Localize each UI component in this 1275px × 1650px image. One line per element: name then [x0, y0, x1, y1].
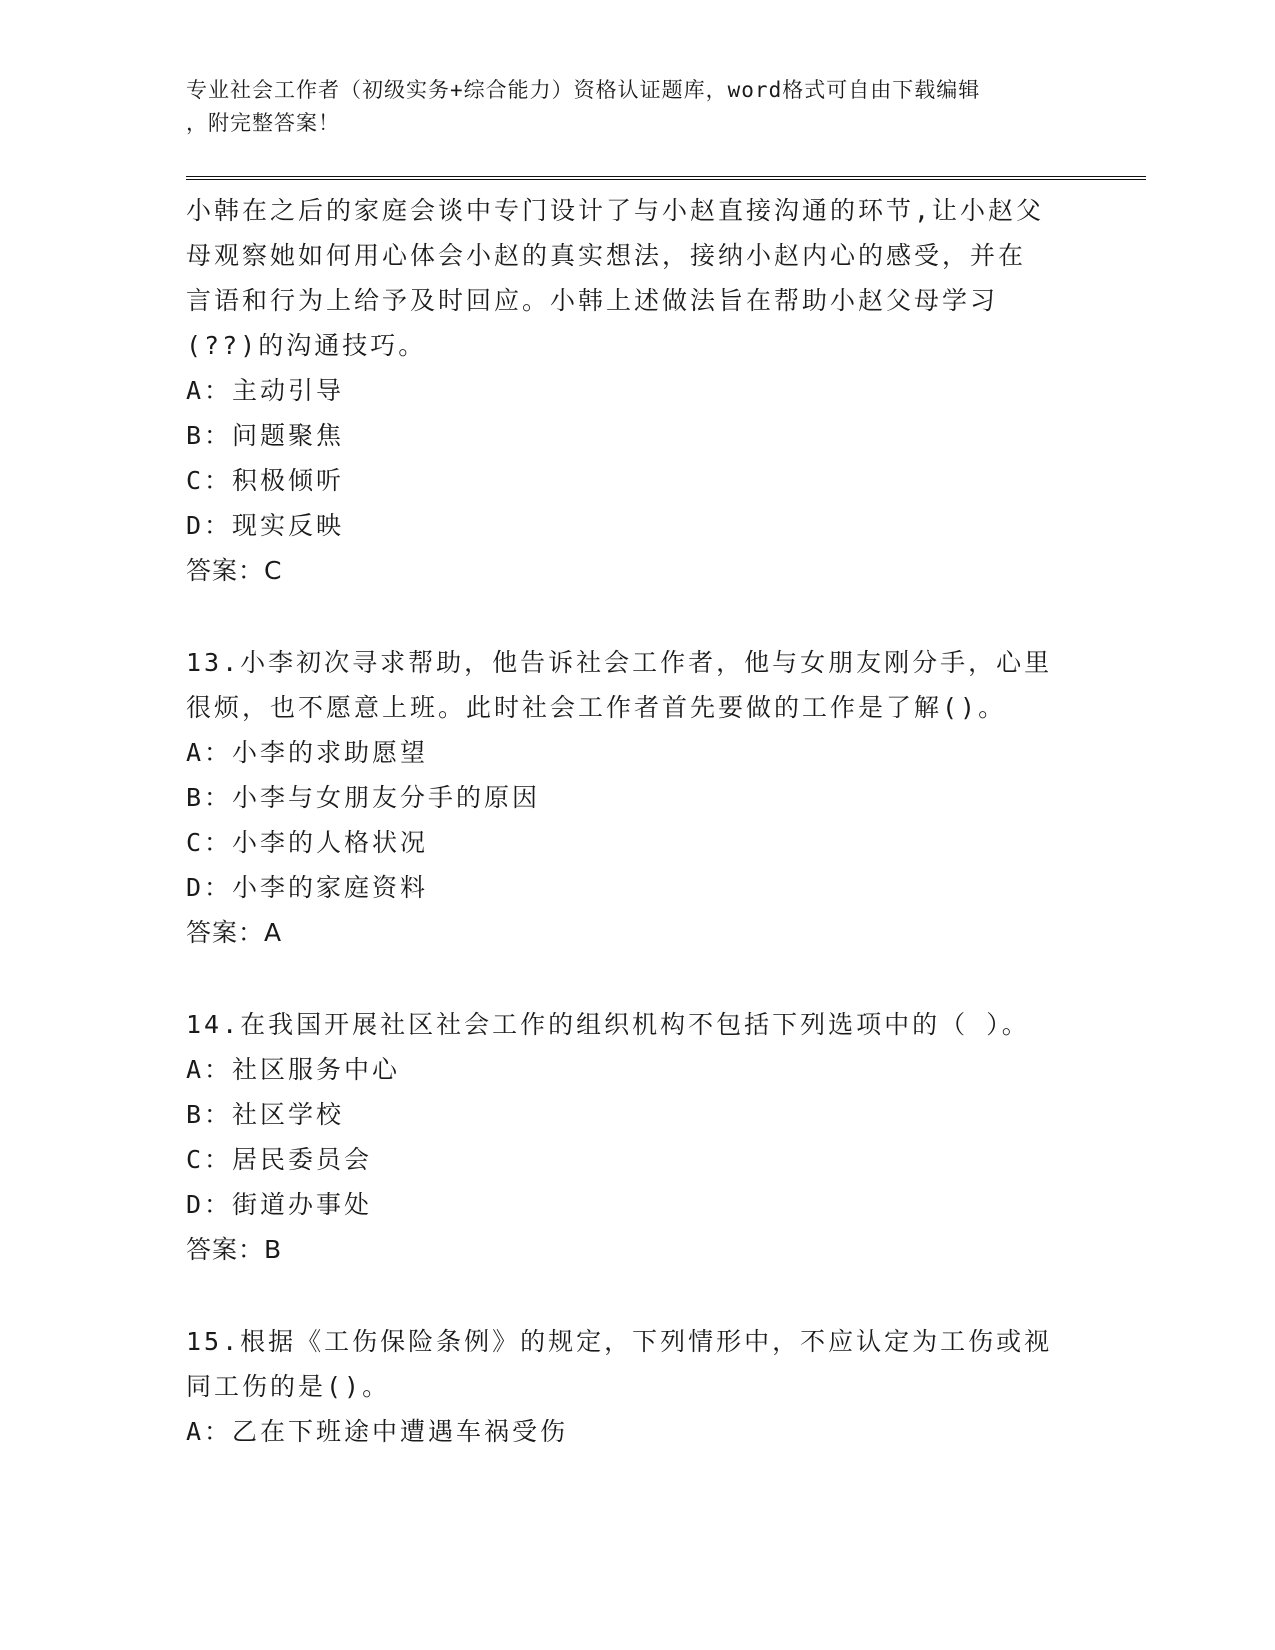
question-stem-line: 13.小李初次寻求帮助，他告诉社会工作者，他与女朋友刚分手，心里 [186, 648, 1053, 677]
question-stem-line: 同工伤的是()。 [186, 1372, 391, 1401]
question-14 [186, 1002, 1086, 1272]
option-a: A：主动引导 [186, 376, 345, 405]
question-stem-line: 言语和行为上给予及时回应。小韩上述做法旨在帮助小赵父母学习 [186, 286, 999, 315]
question-15 [186, 1319, 1086, 1454]
option-c: C：积极倾听 [186, 466, 345, 495]
option-c: C：居民委员会 [186, 1145, 373, 1174]
question-stem-line: (??)的沟通技巧。 [186, 331, 427, 360]
answer-line: 答案：A [186, 918, 283, 947]
option-a: A：小李的求助愿望 [186, 738, 429, 767]
question-stem-line: 15.根据《工伤保险条例》的规定，下列情形中，不应认定为工伤或视 [186, 1327, 1053, 1356]
option-c: C：小李的人格状况 [186, 828, 429, 857]
option-d: D：小李的家庭资料 [186, 873, 429, 902]
header-line-2: ，附完整答案！ [186, 111, 340, 135]
answer-line: 答案：C [186, 556, 283, 585]
answer-line: 答案：B [186, 1235, 283, 1264]
option-a: A：社区服务中心 [186, 1055, 401, 1084]
question-stem-line: 14.在我国开展社区社会工作的组织机构不包括下列选项中的（ ）。 [186, 1010, 1030, 1039]
question-list [186, 188, 1086, 1454]
option-b: B：社区学校 [186, 1100, 345, 1129]
question-stem-line: 母观察她如何用心体会小赵的真实想法，接纳小赵内心的感受，并在 [186, 241, 1027, 270]
question-stem-line: 很烦，也不愿意上班。此时社会工作者首先要做的工作是了解()。 [186, 693, 1007, 722]
header-line-1: 专业社会工作者（初级实务+综合能力）资格认证题库，word格式可自由下载编辑 [186, 78, 981, 102]
question-12 [186, 188, 1086, 593]
option-d: D：街道办事处 [186, 1190, 373, 1219]
question-13 [186, 640, 1086, 955]
option-a: A：乙在下班途中遭遇车祸受伤 [186, 1417, 569, 1446]
option-b: B：小李与女朋友分手的原因 [186, 783, 541, 812]
document-header [186, 74, 1086, 140]
option-b: B：问题聚焦 [186, 421, 345, 450]
question-stem-line: 小韩在之后的家庭会谈中专门设计了与小赵直接沟通的环节,让小赵父 [186, 196, 1045, 225]
header-divider [186, 176, 1146, 180]
option-d: D：现实反映 [186, 511, 345, 540]
